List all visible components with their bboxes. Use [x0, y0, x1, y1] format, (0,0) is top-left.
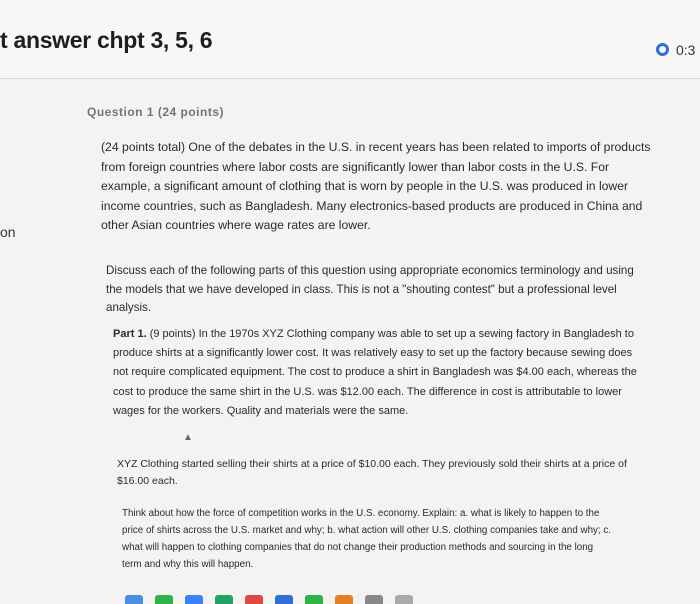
- app-icon-10[interactable]: [395, 595, 413, 604]
- timer-readout: 0:3: [676, 42, 696, 58]
- prompt-text: Think about how the force of competition works in the U.S. economy. Explain: a. what is likely to happen to the price of shirts across the U.S. market and why; b. what action will other U.S. clothing companies take and why; c. what will happen to clothing companies that do not change their production methods and sourcing in the long term and why this will happen.: [122, 508, 611, 570]
- pricing-text: XYZ Clothing started selling their shirts at a price of $10.00 each. They previously sold their shirts at a price of $16.00 each.: [117, 458, 627, 487]
- app-icon-7[interactable]: [305, 595, 323, 604]
- app-icon-1[interactable]: [125, 595, 143, 604]
- part1-text: (9 points) In the 1970s XYZ Clothing company was able to set up a sewing factory in Bangladesh to produce shirts at a significantly lower cost. It was relatively easy to set up the factory because sewing does not require complicated equipment. The cost to produce a shirt in Bangladesh was $4.00 each, whereas the cost to produce the same shirt in the U.S. was $12.00 each. The difference in cost is attributable to lower wages for the workers. Quality and materials were the same.: [113, 328, 637, 417]
- app-icon-5[interactable]: [245, 595, 263, 604]
- page-header: [0, 0, 700, 79]
- app-icon-9[interactable]: [365, 595, 383, 604]
- part1-label: Part 1.: [113, 328, 147, 340]
- app-icon-2[interactable]: [155, 595, 173, 604]
- app-icon-3[interactable]: [185, 595, 203, 604]
- part1-text-block: [113, 325, 638, 421]
- question-instructions: Discuss each of the following parts of this question using appropriate economics terminology and using the models that we have developed in class. This is not a "shouting contest" but a professional level analysis.: [106, 264, 634, 314]
- mouse-cursor-icon: ▲: [183, 432, 193, 443]
- app-icon-8[interactable]: [335, 595, 353, 604]
- page-title: t answer chpt 3, 5, 6: [0, 27, 213, 53]
- app-icon-6[interactable]: [275, 595, 293, 604]
- question-heading: [87, 101, 224, 109]
- question-intro: (24 points total) One of the debates in the U.S. in recent years has been related to imports of products from foreign countries where labor costs are significantly lower than labor costs in the U.S. For example, a significant amount of clothing that is worn by people in the U.S. was produced in lower income countries, such as Bangladesh. Many electronics-based products are produced in China and other Asian countries where wage rates are lower.: [101, 140, 651, 232]
- taskbar: [125, 592, 595, 604]
- timer-icon[interactable]: [656, 43, 669, 56]
- sidebar-label[interactable]: on: [0, 224, 16, 240]
- app-icon-4[interactable]: [215, 595, 233, 604]
